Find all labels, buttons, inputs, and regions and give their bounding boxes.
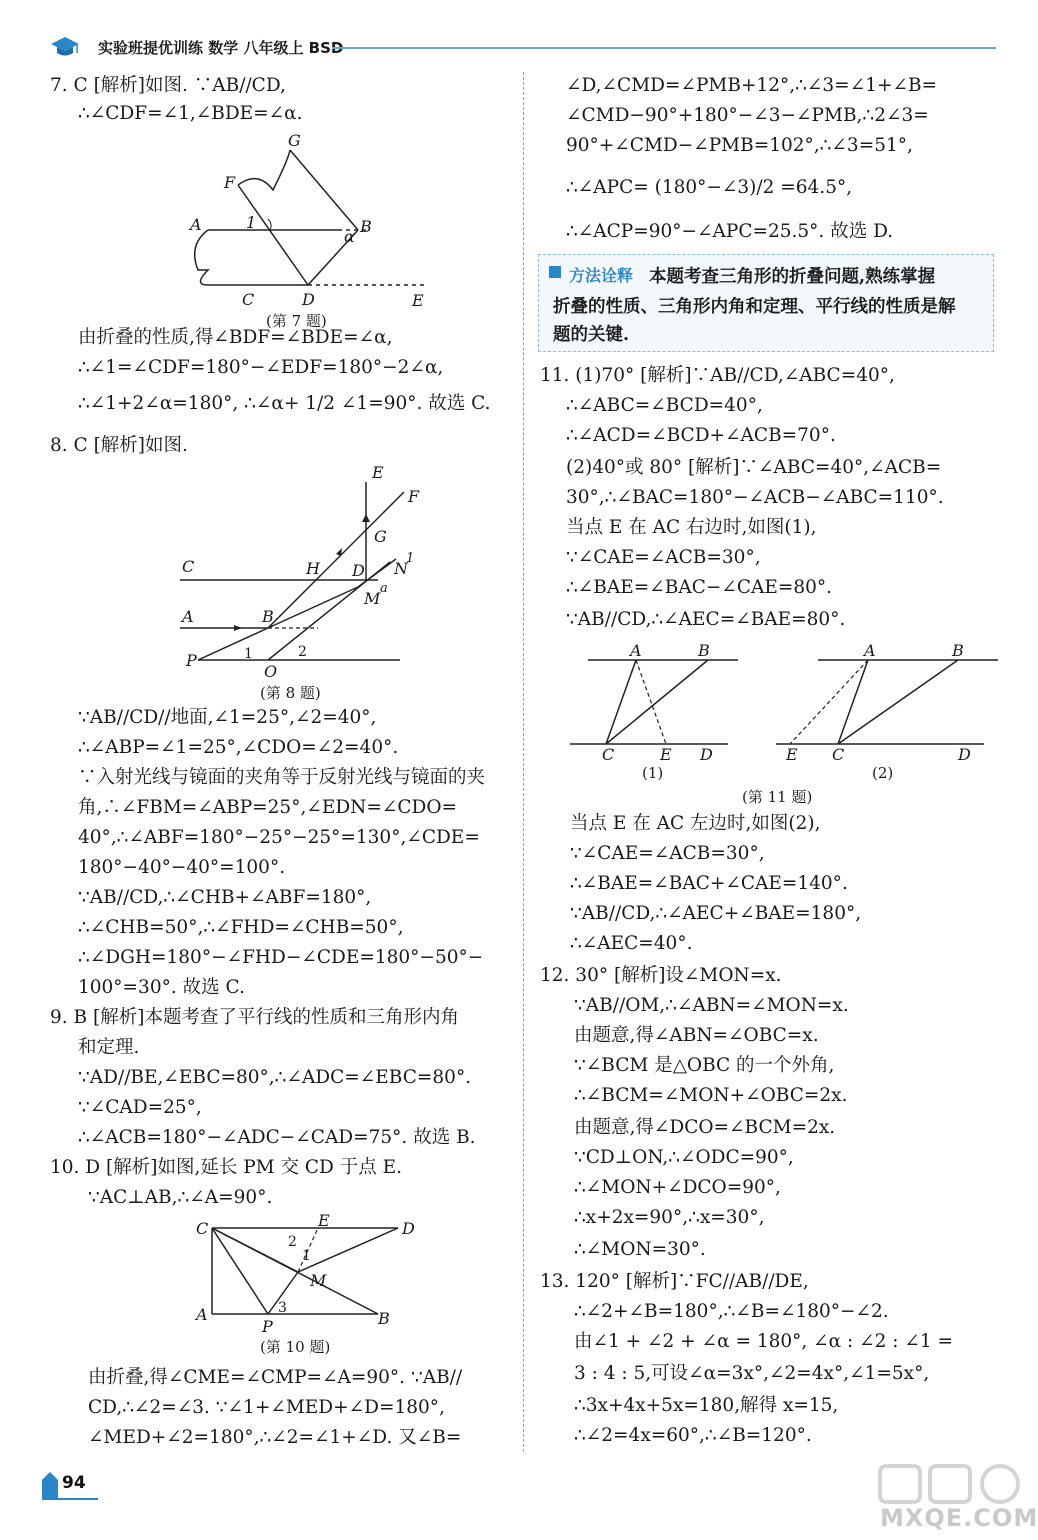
figure-10 [188,1211,428,1364]
text-line: 由折叠的性质,得∠BDF=∠BDE=∠α, [78,327,393,348]
label-F: F [224,173,236,192]
label-C: C [182,557,195,576]
label-C: C [602,745,615,764]
figure-11-caption: (第 11 题) [742,788,813,806]
figure-10-caption: (第 10 题) [260,1338,331,1356]
text-line: ∴∠ABP=∠1=25°,∠CDO=∠2=40°. [78,737,399,758]
text-line: 由题意,得∠ABN=∠OBC=x. [574,1025,819,1046]
text-line: 8. C [解析]如图. [50,435,188,456]
graduation-cap-icon [50,36,80,58]
text-line: ∴∠BAE=∠BAC+∠CAE=140°. [570,873,848,894]
text-line: ∵AB//CD,∴∠AEC+∠BAE=180°, [570,903,862,924]
text-line: 30°,∴∠BAC=180°−∠ACB−∠ABC=110°. [566,487,944,508]
watermark-text: MXQE.COM [880,1504,1038,1532]
watermark [860,1460,1036,1536]
angle-2: 2 [298,644,307,660]
label-E: E [318,1211,330,1230]
text-line: 当点 E 在 AC 左边时,如图(2), [570,813,821,834]
label-G: G [288,131,301,150]
text-line: 100°=30°. 故选 C. [78,977,245,998]
label-b: 1 [406,551,415,566]
label-B: B [360,217,372,236]
text-line: 40°,∴∠ABF=180°−25°−25°=130°,∠CDE= [78,827,480,848]
header-title: 实验班提优训练 数学 八年级上 BSD [98,39,344,57]
text-line: ∴∠ACP=90°−∠APC=25.5°. 故选 D. [566,221,894,242]
label-H: H [306,559,320,578]
text-line: ∵AD//BE,∠EBC=80°,∴∠ADC=∠EBC=80°. [78,1067,472,1088]
text-line: 13. 120° [解析]∵FC//AB//DE, [540,1271,809,1292]
label-D: D [700,745,713,764]
text-line: ∴3x+4x+5x=180,解得 x=15, [574,1395,839,1416]
text-line: ∴∠AEC=40°. [570,933,693,954]
angle-1: 1 [246,213,257,232]
text-line: ∴x+2x=90°,∴x=30°, [574,1207,765,1228]
angle-alpha: α [344,227,355,246]
label-A: A [182,607,194,626]
text-line: ∴∠BCM=∠MON+∠OBC=2x. [574,1085,848,1106]
method-line: 折叠的性质、三角形内角和定理、平行线的性质是解 [553,297,956,317]
label-O: O [264,662,278,681]
text-line: 11. (1)70° [解析]∵AB//CD,∠ABC=40°, [540,365,895,386]
label-B: B [698,641,710,660]
text-line: ∵AB//CD,∴∠CHB+∠ABF=180°, [78,887,372,908]
label-E: E [372,463,384,482]
label-C: C [832,745,845,764]
label-N: N [394,559,408,578]
text-line: (2)40°或 80° [解析]∵∠ABC=40°,∠ACB= [566,457,942,478]
figure-8-caption: (第 8 题) [260,684,321,702]
label-M: M [364,589,381,608]
label-F: F [408,487,420,506]
figure-8 [168,462,458,702]
text-line: 由折叠,得∠CME=∠CMP=∠A=90°. ∵AB// [88,1367,463,1388]
text-line: ∴∠ABC=∠BCD=40°, [566,395,763,416]
text-line: 由题意,得∠DCO=∠BCM=2x. [574,1117,836,1138]
text-line: ∵∠CAE=∠ACB=30°, [566,547,761,568]
text-line: CD,∴∠2=∠3. ∵∠1+∠MED+∠D=180°, [88,1397,445,1418]
text-line: ∴∠MON+∠DCO=90°, [574,1177,781,1198]
method-title: 方法诠释 [569,266,634,285]
text-line: ∠CMD−90°+180°−∠3−∠PMB,∴2∠3= [566,105,929,126]
label-D: D [302,290,315,309]
figure-11 [568,640,1000,810]
text-line: ∵AB//CD,∴∠AEC=∠BAE=80°. [566,609,846,630]
label-G: G [374,527,387,546]
figure-7-caption: (第 7 题) [266,312,327,330]
angle-1: 1 [302,1248,311,1264]
label-a: a [380,581,388,596]
text-line: ∴∠2=4x=60°,∴∠B=120°. [574,1425,812,1446]
label-C: C [196,1219,209,1238]
method-line: 本题考查三角形的折叠问题,熟练掌握 [649,267,936,287]
text-line: 3 : 4 : 5,可设∠α=3x°,∠2=4x°,∠1=5x°, [574,1363,930,1384]
text-line: 10. D [解析]如图,延长 PM 交 CD 于点 E. [50,1157,402,1178]
label-B: B [952,641,964,660]
label-B: B [262,607,274,626]
text-line: ∴∠1+2∠α=180°, ∴∠α+ 1/2 ∠1=90°. 故选 C. [78,393,491,414]
label-A: A [864,641,876,660]
square-bullet-icon [549,266,561,278]
text-line: ∵入射光线与镜面的夹角等于反射光线与镜面的夹 [78,767,486,788]
angle-2: 2 [288,1234,297,1250]
label-A: A [630,641,642,660]
text-line: ∴∠MON=30°. [574,1239,706,1260]
label-C: C [242,290,255,309]
label-B: B [378,1309,390,1328]
figure-11-sub2: (2) [872,764,894,782]
text-line: 角,∴∠FBM=∠ABP=25°,∠EDN=∠CDO= [78,797,458,818]
text-line: ∴∠ACD=∠BCD+∠ACB=70°. [566,425,836,446]
page-number-badge [40,1468,100,1502]
column-divider [523,72,524,1452]
label-E: E [660,745,672,764]
page-header [40,32,996,62]
text-line: ∵∠BCM 是△OBC 的一个外角, [574,1055,835,1076]
text-line: ∵∠CAE=∠ACB=30°, [570,843,765,864]
label-D: D [958,745,971,764]
text-line: ∵CD⊥ON,∴∠ODC=90°, [574,1147,794,1168]
angle-1: 1 [244,646,253,662]
angle-3: 3 [278,1300,287,1316]
text-line: ∴∠CDF=∠1,∠BDE=∠α. [78,103,303,124]
text-line: ∴∠CHB=50°,∴∠FHD=∠CHB=50°, [78,917,404,938]
label-P: P [186,651,197,670]
text-line: 当点 E 在 AC 右边时,如图(1), [566,517,817,538]
text-line: ∴∠2+∠B=180°,∴∠B=∠180°−∠2. [574,1301,889,1322]
text-line: ∵AB//OM,∴∠ABN=∠MON=x. [574,995,849,1016]
label-E: E [786,745,798,764]
method-line: 题的关键. [553,325,630,345]
label-D: D [352,561,365,580]
text-line: 7. C [解析]如图. ∵AB//CD, [50,75,286,96]
text-line: ∴∠DGH=180°−∠FHD−∠CDE=180°−50°− [78,947,484,968]
label-A: A [190,215,202,234]
text-line: 和定理. [78,1037,140,1058]
figure-11-sub1: (1) [642,764,664,782]
text-line: 9. B [解析]本题考查了平行线的性质和三角形内角 [50,1007,459,1028]
text-line: ∴∠1=∠CDF=180°−∠EDF=180°−2∠α, [78,357,444,378]
text-line: 由∠1 + ∠2 + ∠α = 180°, ∠α : ∠2 : ∠1 = [574,1331,954,1352]
text-line: ∵AB//CD//地面,∠1=25°,∠2=40°, [78,707,377,728]
text-line: ∴∠BAE=∠BAC−∠CAE=80°. [566,577,833,598]
text-line: 180°−40°−40°=100°. [78,857,286,878]
text-line: ∴∠ACB=180°−∠ADC−∠CAD=75°. 故选 B. [78,1127,476,1148]
text-line: ∵∠CAD=25°, [78,1097,202,1118]
text-line: ∵AC⊥AB,∴∠A=90°. [88,1187,273,1208]
label-P: P [262,1317,273,1336]
method-explanation-box [538,254,994,352]
text-line: ∴∠APC= (180°−∠3)/2 =64.5°, [566,177,853,198]
text-line: ∠MED+∠2=180°,∴∠2=∠1+∠D. 又∠B= [88,1427,462,1448]
label-A: A [196,1305,208,1324]
figure-7 [178,130,424,330]
label-M: M [310,1271,327,1290]
label-E: E [412,291,424,310]
text-line: 90°+∠CMD−∠PMB=102°,∴∠3=51°, [566,135,913,156]
header-rule [332,47,996,49]
text-line: ∠D,∠CMD=∠PMB+12°,∴∠3=∠1+∠B= [566,75,938,96]
page-number: 94 [62,1473,86,1493]
text-line: 12. 30° [解析]设∠MON=x. [540,965,782,986]
label-D: D [402,1219,415,1238]
